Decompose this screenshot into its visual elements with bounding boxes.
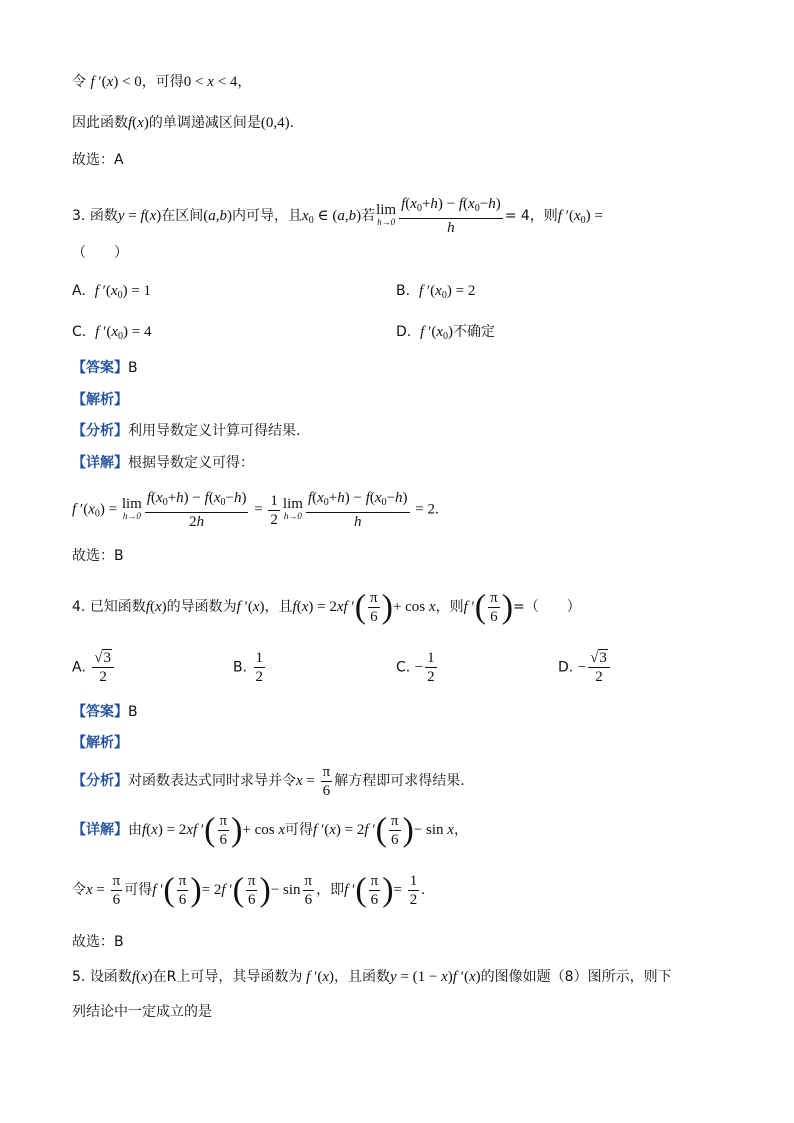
text: ，可得 [141,74,184,90]
analysis-label: 【解析】 [72,392,128,408]
text: 在区间 [161,208,204,224]
text-line [72,113,294,133]
text-line [72,72,251,92]
formula: (a,b) [203,208,233,224]
question-4 [72,590,581,625]
formula: f(x) [128,115,149,131]
text: 的单调递减区间是 [148,115,261,131]
formula: f(x) [145,598,167,615]
text: 因此函数 [72,115,128,131]
formula: f ′(x) [306,969,335,985]
analysis-label: 【解析】 [72,735,128,751]
fenxi: 【分析】对函数表达式同时求导并令x = $\frac{\pi}{6}$ 解方程即可求得结果. [72,764,465,799]
text: 在R上可导，其导函数为 [152,969,303,985]
question-5-continued: 列结论中一定成立的是 [72,1004,212,1020]
question-3 [72,196,603,236]
formula: f(x) [131,969,153,985]
text: 的图像如题（8）图所示，则下 [480,969,672,985]
formula: 0 < x < 4 [183,74,238,90]
text: . [289,115,295,131]
option-c: C. f $'(x_0) = 4$ [72,324,152,342]
formula: y = f(x) [117,208,162,224]
select-line: 故选：B [72,548,124,564]
question-5 [72,967,672,987]
option-a: A. $\frac{√3}{2}$ [72,650,116,685]
formula: f ′( $\frac{\pi}{6}$ ) [463,588,514,626]
text: ，则 [435,598,464,615]
formula: f $'(x_0)$ = [557,208,603,226]
text: 已知函数 [89,598,146,615]
limit: lim h→0 [376,202,397,227]
derivation: f $'(x_0)$ = lim h→0 $\frac{f(x_0+h) - f(x_0-h)}{2h}$ = $\frac{1}{2}$ lim h→0 $\frac{f(x_0+h) - f(x_0-h)}{h}$ = 2. [72,490,439,530]
text: ， [237,74,252,90]
text: ，且函数 [334,969,391,985]
paren-blank: （ ） [72,245,128,261]
select-line: 故选：A [72,152,124,168]
detail: 【详解】由f(x) = 2xf ′( $\frac{\pi}{6}$ )+ cos x可得f ′(x) = 2f ′( $\frac{\pi}{6}$ )− sin x， [72,811,468,849]
detail-continued: 令x = $\frac{\pi}{6}$ 可得f ′( $\frac{\pi}{6}$ )= 2f ′( $\frac{\pi}{6}$ )− sin $\frac{\pi}{6}$ ，即f ′( $\frac{\pi}{6}$ )= $\frac{1}{2}$ . [72,871,426,909]
option-b: B. f $'(x_0) = 2$ [396,283,476,301]
fenxi: 【分析】利用导数定义计算可得结果. [72,423,301,439]
text: 令 [72,74,91,90]
text: 设函数 [89,969,132,985]
text: = 4，则 [504,208,558,224]
question-number: 5. [72,969,86,985]
formula: f ′(x) < 0 [90,74,142,90]
detail: 【详解】根据导数定义可得： [72,455,254,471]
interval: (0,4) [260,115,290,131]
formula: f ′(x) [236,598,265,615]
fraction: $\frac{f(x_0+h) - f(x_0-h)}{h}$ [401,196,501,236]
select-line: 故选：B [72,934,124,950]
text: 内可导，且 [232,208,303,224]
question-number: 3. [72,208,86,224]
question-number: 4. [72,598,86,615]
formula: y = (1 − x)f ′(x) [390,969,481,985]
option-d: D. − $\frac{√3}{2}$ [558,650,612,685]
text: 函数 [89,208,118,224]
option-c: C. − $\frac{1}{2}$ [396,650,435,685]
option-b: B. $\frac{1}{2}$ [233,650,264,685]
text: ，且 [264,598,293,615]
option-d: D. f $'(x_0)$不确定 [396,324,496,342]
text: 若 [361,208,376,224]
formula: f(x) = 2xf ′( $\frac{\pi}{6}$ )+ cos x [292,588,436,626]
answer: 【答案】B [72,360,138,376]
formula: $x_0$ ∈ (a,b) [302,208,362,226]
text: =（ ） [513,598,581,615]
option-a: A. f $'(x_0) = 1$ [72,283,152,301]
answer: 【答案】B [72,704,138,720]
text: 的导函数为 [166,598,237,615]
